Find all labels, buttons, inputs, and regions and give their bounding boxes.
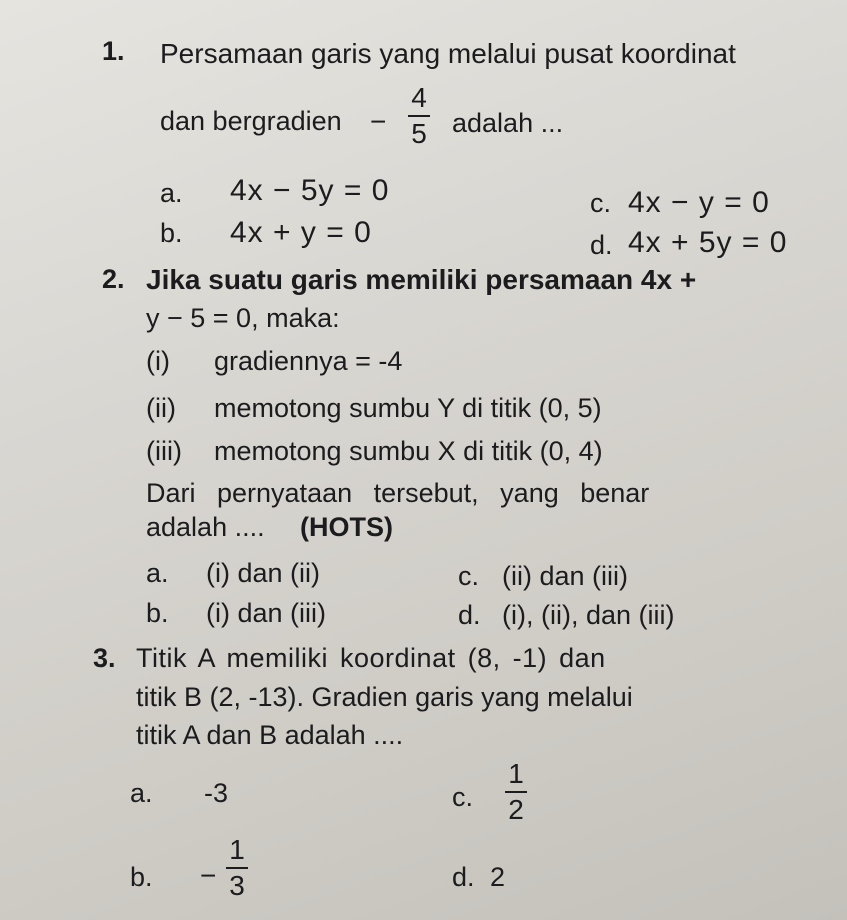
gradient-numerator: 4 [411, 82, 427, 113]
question-2-line-1: Jika suatu garis memiliki persamaan 4x + [146, 264, 697, 295]
question-2-option-d-label: d. [458, 600, 481, 630]
fraction-bar [226, 867, 248, 869]
question-3-option-b-sign: − [200, 860, 217, 891]
question-1-gradient-fraction [408, 84, 430, 148]
question-1-option-d-text: 4x + 5y = 0 [628, 226, 788, 259]
question-3-line-2: titik B (2, -13). Gradien garis yang melalui [136, 682, 633, 712]
question-2-hots-tag: (HOTS) [300, 512, 393, 542]
question-2-option-a-label: a. [146, 558, 169, 588]
fraction-bar [505, 791, 527, 793]
statement-1-label: (i) [146, 346, 170, 376]
question-1-option-b-label: b. [160, 218, 183, 248]
question-1-option-a-label: a. [160, 178, 183, 208]
question-1-option-a-text: 4x − 5y = 0 [230, 174, 390, 207]
question-3-option-a-text: -3 [204, 778, 229, 808]
statement-1-text: gradiennya = -4 [214, 346, 403, 376]
option-b-denominator: 3 [229, 870, 245, 901]
question-3-option-a-label: a. [130, 778, 153, 808]
gradient-denominator: 5 [411, 118, 427, 149]
question-3-option-d-text: 2 [490, 862, 506, 892]
question-1-line-1: Persamaan garis yang melalui pusat koordinat [160, 38, 736, 69]
question-3-option-b-fraction [226, 836, 248, 900]
question-2-option-c-text: (ii) dan (iii) [502, 561, 629, 591]
question-3-line-1: Titik A memiliki koordinat (8, -1) dan [136, 643, 606, 673]
question-3-option-d-label: d. [452, 862, 475, 892]
question-2-option-b-text: (i) dan (iii) [206, 598, 327, 628]
option-c-numerator: 1 [508, 758, 524, 789]
option-c-denominator: 2 [508, 794, 524, 825]
statement-3-label: (iii) [146, 436, 182, 466]
question-2-option-d-text: (i), (ii), dan (iii) [502, 600, 675, 630]
question-2-option-c-label: c. [458, 561, 480, 591]
question-1-option-c-text: 4x − y = 0 [628, 186, 770, 219]
question-2-line-2: y − 5 = 0, maka: [146, 303, 340, 333]
question-2-conclusion: Dari pernyataan tersebut, yang benar [146, 478, 650, 508]
statement-3-text: memotong sumbu X di titik (0, 4) [214, 436, 603, 466]
fraction-bar [408, 115, 430, 117]
question-1-number: 1. [102, 36, 125, 66]
question-2-option-a-text: (i) dan (ii) [206, 558, 321, 588]
question-1-option-d-label: d. [590, 230, 613, 260]
question-3-option-b-label: b. [130, 862, 153, 892]
question-3-number: 3. [93, 643, 116, 673]
question-1-option-c-label: c. [590, 188, 612, 218]
statement-2-text: memotong sumbu Y di titik (0, 5) [214, 393, 602, 423]
statement-2-label: (ii) [146, 393, 176, 423]
question-3-line-3: titik A dan B adalah .... [136, 720, 404, 750]
question-1-line-2-before: dan bergradien [160, 106, 342, 136]
question-1-gradient-sign: − [370, 106, 387, 137]
question-1-line-2-after: adalah ... [452, 108, 564, 138]
question-2-adalah: adalah .... [146, 512, 265, 542]
option-b-numerator: 1 [229, 834, 245, 865]
question-2-number: 2. [102, 264, 125, 294]
question-1-option-b-text: 4x + y = 0 [230, 216, 372, 249]
question-3-option-c-fraction [505, 760, 527, 824]
question-2-option-b-label: b. [146, 598, 169, 628]
question-3-option-c-label: c. [452, 782, 474, 812]
